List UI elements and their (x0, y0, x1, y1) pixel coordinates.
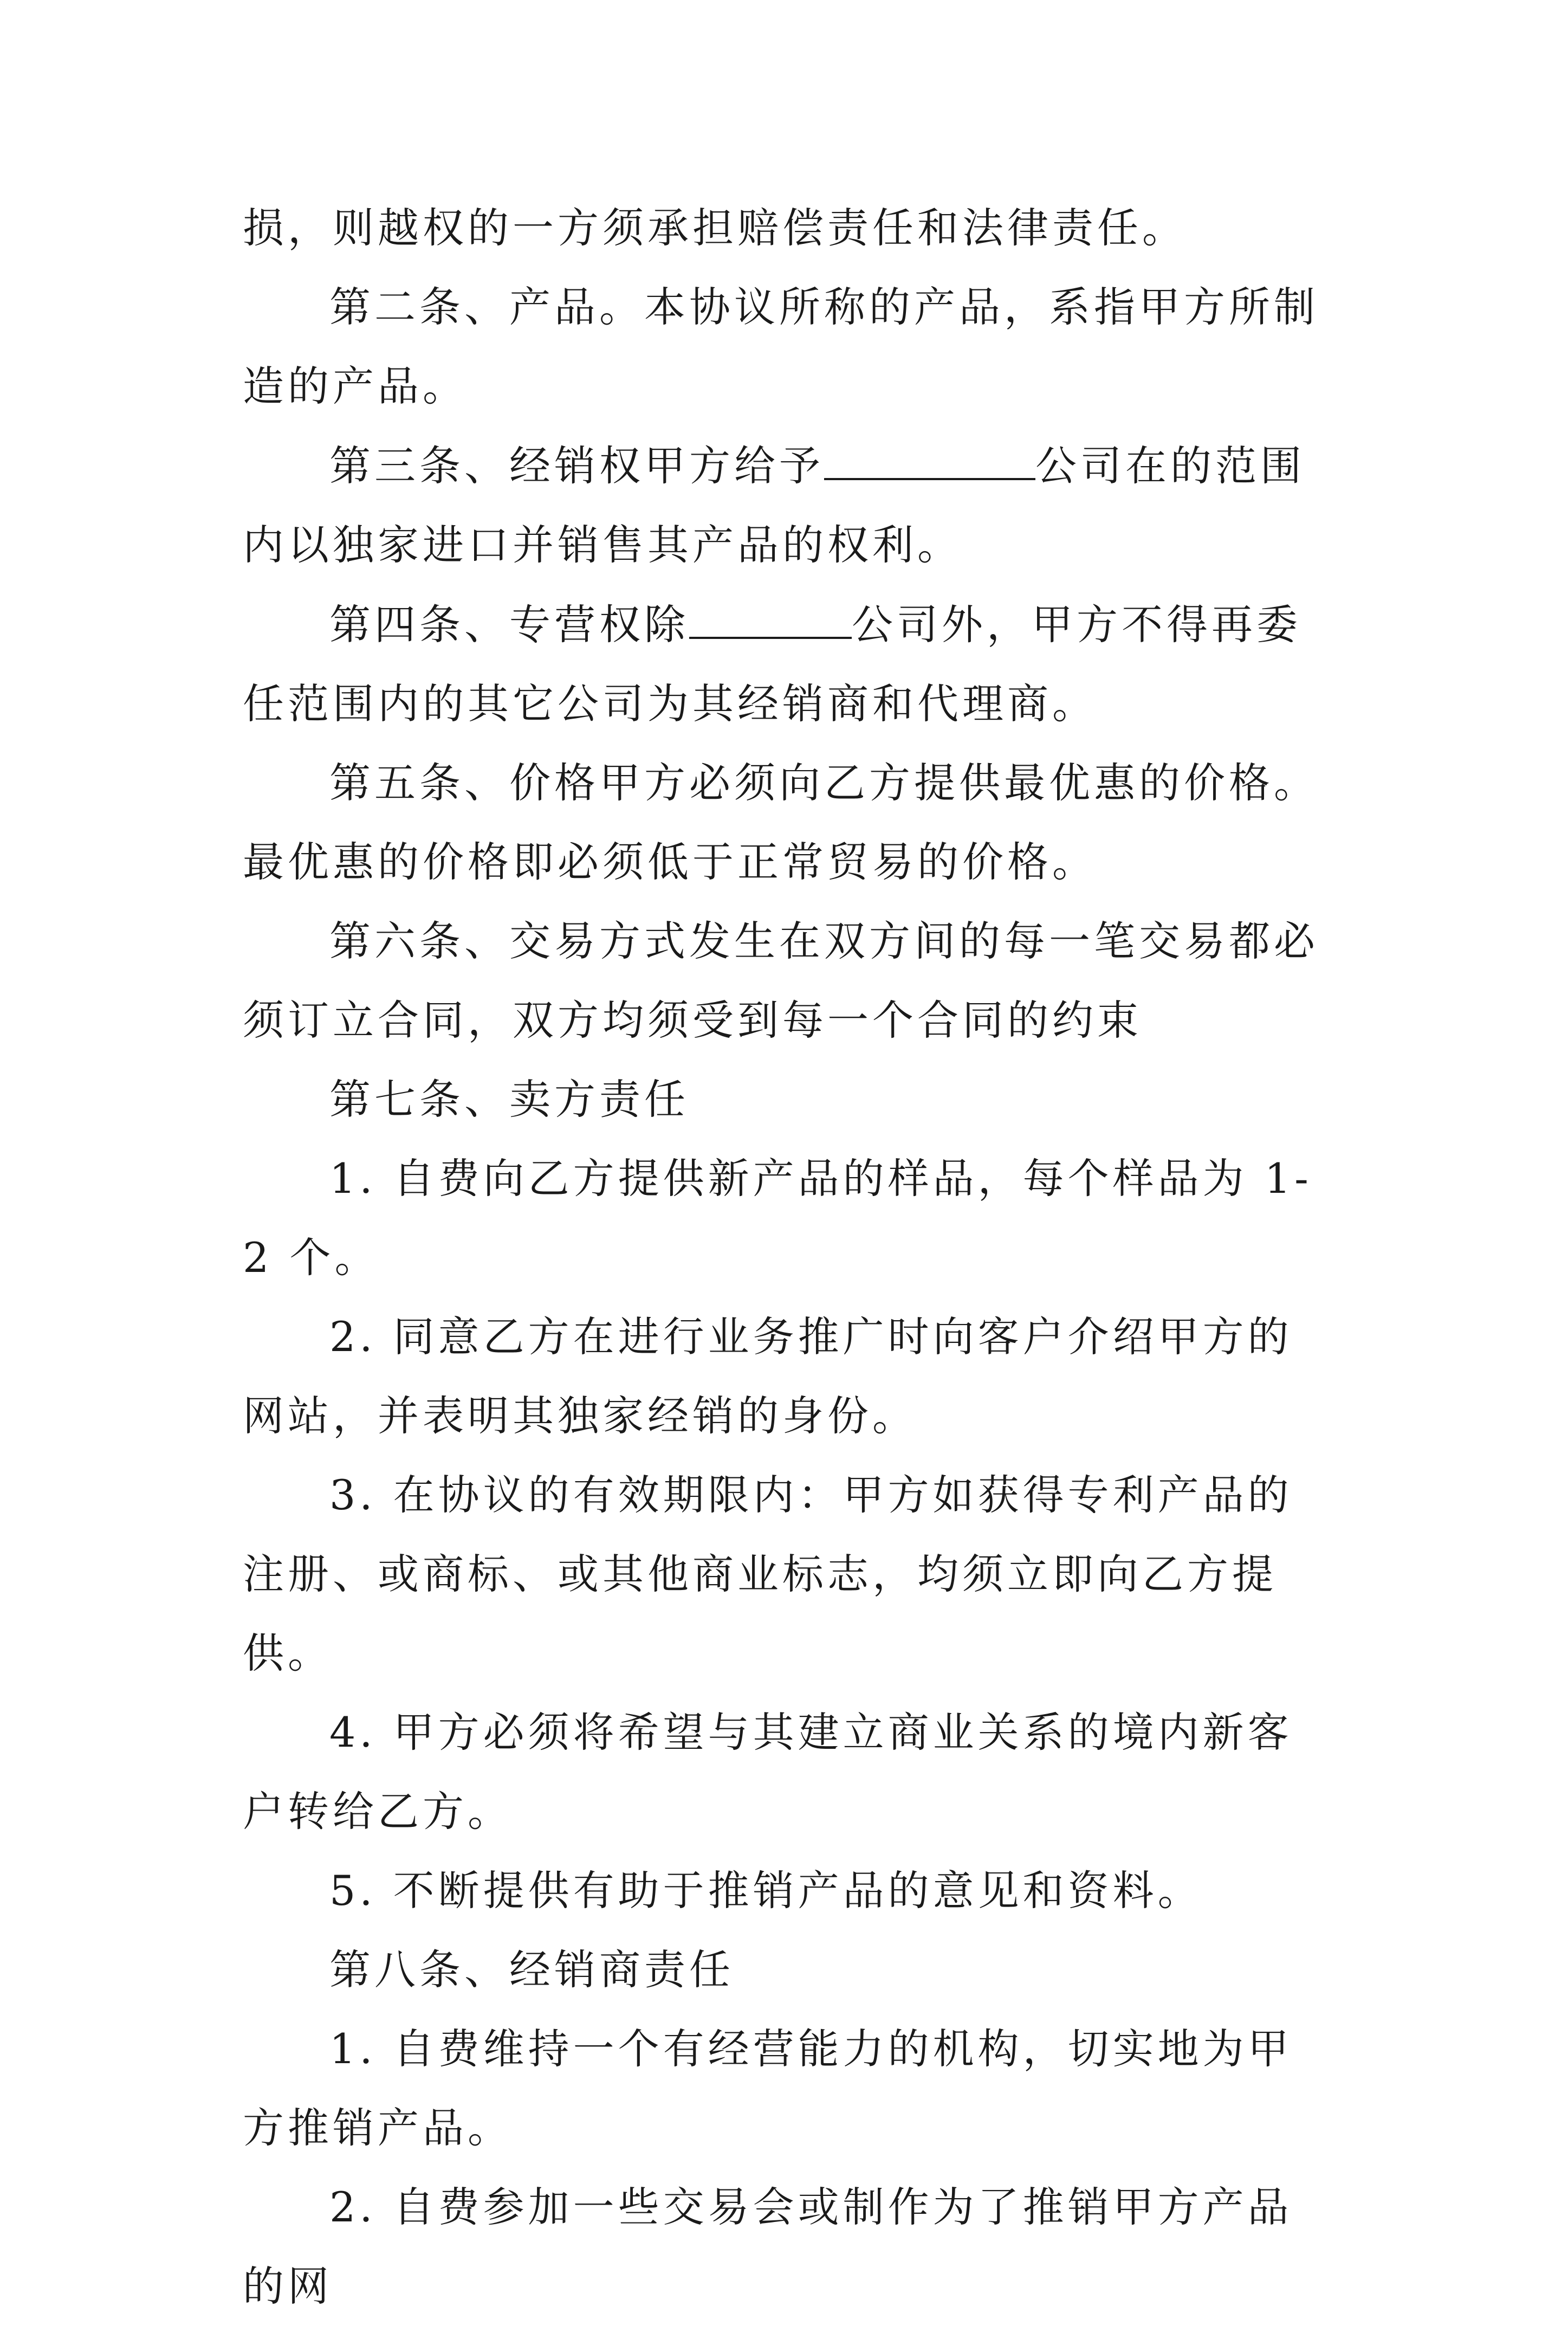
article-7-item-4: 4. 甲方必须将希望与其建立商业关系的境内新客户转给乙方。 (243, 1708, 1293, 1836)
article-5-price: 第五条、价格甲方必须向乙方提供最优惠的价格。最优惠的价格即必须低于正常贸易的价格。 (243, 759, 1319, 886)
article-8-item-2: 2. 自费参加一些交易会或制作为了推销甲方产品的网 (243, 2183, 1293, 2310)
article-8-item-1: 1. 自费维持一个有经营能力的机构，切实地为甲方推销产品。 (243, 2025, 1293, 2152)
document-body (243, 189, 1337, 2326)
article-7-item-2: 2. 同意乙方在进行业务推广时向客户介绍甲方的网站，并表明其独家经销的身份。 (243, 1313, 1293, 1440)
article-4-exclusive-rights (243, 585, 1337, 744)
article-4-text-after: 公司外，甲方不得再委任范围内的其它公司为其经销商和代理商。 (243, 600, 1301, 728)
company-name-blank (689, 585, 852, 639)
article-7-item-3: 3. 在协议的有效期限内：甲方如获得专利产品的注册、或商标、或其他商业标志，均须立即向乙方提供。 (243, 1471, 1293, 1677)
article-7-heading: 第七条、卖方责任 (329, 1075, 689, 1123)
article-2-product: 第二条、产品。本协议所称的产品，系指甲方所制造的产品。 (243, 283, 1319, 410)
article-8-heading: 第八条、经销商责任 (329, 1946, 734, 1994)
article-6-trade-method: 第六条、交易方式发生在双方间的每一笔交易都必须订立合同，双方均须受到每一个合同的约束 (243, 917, 1319, 1044)
company-name-blank (824, 426, 1035, 480)
paragraph-liability: 损，则越权的一方须承担赔偿责任和法律责任。 (243, 204, 1187, 252)
article-3-distribution-rights (243, 426, 1337, 585)
article-3-text-before: 第三条、经销权甲方给予 (329, 442, 824, 490)
article-7-item-5: 5. 不断提供有助于推销产品的意见和资料。 (329, 1866, 1203, 1915)
article-4-text-before: 第四条、专营权除 (329, 600, 689, 649)
article-3-text-after: 公司在的范围内以独家进口并销售其产品的权利。 (243, 442, 1305, 569)
article-7-item-1: 1. 自费向乙方提供新产品的样品，每个样品为 1-2 个。 (243, 1154, 1312, 1282)
